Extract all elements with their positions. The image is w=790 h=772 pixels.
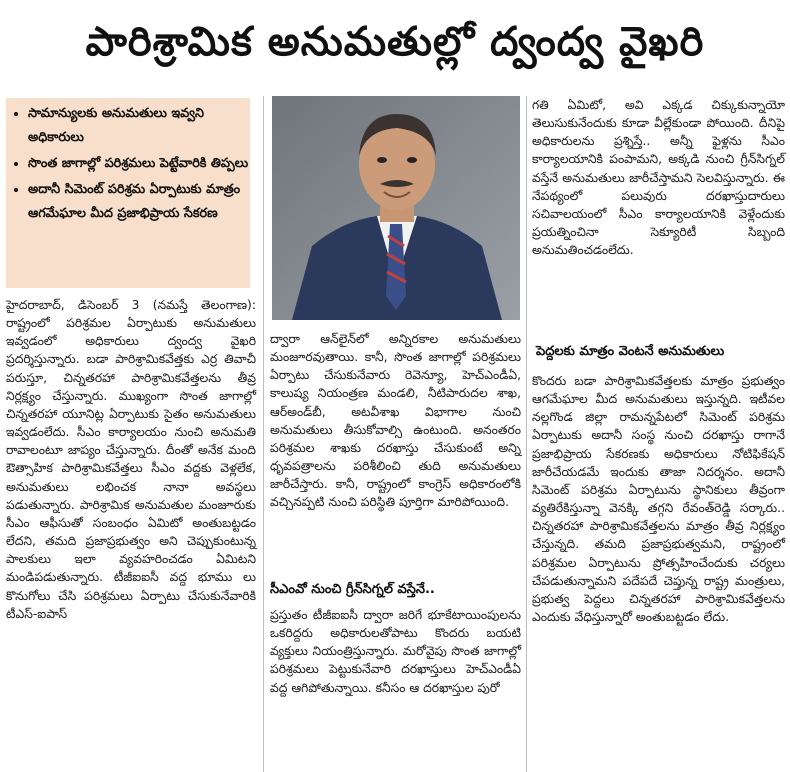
body-text: ద్వారా ఆన్‌లైన్‌లో అన్నిరకాల అనుమతులు మంజూరవుతాయి. కానీ, సొంత జాగాల్లో పరిశ్రమలు ఏర్పాటు చేసుకునేవారు రెవెన్యూ, హెచ్‌ఎండీఏ, కాలుష్య నియంత్రణ మండలి, నీటిపారుదల శాఖ, ఆర్‌అండ్‌బీ, అటవీశాఖ విభాగాల నుంచి అనుమతులు తీసుకోవాల్సి ఉంటుంది. అనంతరం పరిశ్రమల శాఖకు దరఖాస్తు చేసుకుంటే అన్ని ధృవపత్రాలను పరిశీలించి తుది అనుమతులు జారీచేస్తారు. కానీ, రాష్ట్రంలో కాంగ్రెస్ అధికారంలోకి వచ్చినప్పటి నుంచి పరిస్థితి పూర్తిగా మారిపోయింది.: [270, 332, 521, 510]
portrait-image: [272, 96, 520, 320]
body-text: కొందరు బడా పారిశ్రామికవేత్తలకు మాత్రం ప్రభుత్వం ఆగమేఘాల మీద అనుమతులు ఇస్తున్నది. ఇటీవల నల్లగొండ జిల్లా రామన్నపేటలో సిమెంట్ పరిశ్రమ ఏర్పాటుకు అదానీ సంస్థ నుంచి దరఖాస్తు రాగానే ప్రజాభిప్రాయ సేకరణకు అధికారులు నోటిఫికేషన్ జారీచేయడమే ఇందుకు తాజా నిదర్శనం. అదానీ సిమెంట్ పరిశ్రమ ఏర్పాటును స్థానికులు తీవ్రంగా వ్యతిరేకిస్తున్నా వెనక్కి తగ్గని రేవంత్‌రెడ్డి సర్కారు.. చిన్నతరహా పారిశ్రామికవేత్తలను మాత్రం తీవ్ర నిర్లక్ష్యం చేస్తున్నది. తమది ప్రజాప్రభుత్వమని, రాష్ట్రంలో పరిశ్రమల ఏర్పాటును ప్రోత్సహించేందుకు చర్యలు చేపడుతున్నామని పదేపదే చెప్తున్న రాష్ట్ర మంత్రులు, ప్రభుత్వ పెద్దలు చిన్నతరహా పారిశ్రామికవేత్తలను ఎందుకు వేధిస్తున్నారో అంతుబట్టడం లేదు.: [532, 374, 785, 625]
body-text: గతి ఏమిటో, అవి ఎక్కడ చిక్కుకున్నాయో తెలుసుకునేందుకు కూడా వీల్లేకుండా పోయింది. దీనిపై అధికారులను ప్రశ్నిస్తే.. అన్నీ ఫైళ్లను సీఎం కార్యాలయానికి పంపామని, అక్కడి నుంచి గ్రీన్‌సిగ్నల్ వస్తేనే అనుమతులు జారీచేస్తామని సెలవిస్తున్నారు. ఈ నేపథ్యంలో పలువురు దరఖాస్తుదారులు సచివాలయంలో సీఎం కార్యాలయానికి వెళ్లేందుకు ప్రయత్నించినా సెక్యూరిటీ సిబ్బంది అనుమతించడంలేదు.: [532, 98, 785, 258]
article-column-2: [270, 330, 521, 512]
column-divider: [526, 96, 527, 772]
body-text: హైదరాబాద్, డిసెంబర్ 3 (నమస్తే తెలంగాణ): రాష్ట్రంలో పరిశ్రమల ఏర్పాటుకు అనుమతులు ఇవ్వడంలో అధికారులు ద్వంద్వ వైఖరి ప్రదర్శిస్తున్నారు. బడా పారిశ్రామికవేత్తకు ఎర్ర తివాచీ పరుస్తూ, చిన్నతరహా పారిశ్రామికవేత్తలను తీవ్ర నిర్లక్ష్యం చేస్తున్నారు. ముఖ్యంగా సొంత జాగాల్లో చిన్నతరహా యూనిట్ల ఏర్పాటుకు సైతం అనుమతులు ఇవ్వడంలేదు. సీఎం కార్యాలయం నుంచి అనుమతి రావాలంటూ జాప్యం చేస్తున్నారు. దీంతో అనేక మంది ఔత్సాహిక పారిశ్రామికవేత్తలు సీఎం వద్దకు వెళ్లలేక, అనుమతులు లభించక నానా అవస్థలు పడుతున్నారు. పారిశ్రామిక అనుమతుల మంజూరుకు సీఎం ఆఫీసుతో సంబంధం ఏమిటో అంతుబట్టడం లేదని, తమది ప్రజాప్రభుత్వం అని చెప్పుకుంటున్న పాలకులు ఇలా వ్యవహరించడం ఏమిటని మండిపడుతున్నారు. టీజీఐఐసీ వద్ద భూము లు కొనుగోలు చేసి పరిశ్రమలు ఏర్పాటు చేసుకునేవారికి టీఎస్-ఐపాస్: [6, 298, 256, 621]
highlight-item: • సామాన్యులకు అనుమతులు ఇవ్వని అధికారులు: [28, 102, 250, 150]
portrait-photo: [272, 96, 520, 320]
highlight-item: • సొంత జాగాల్లో పరిశ్రమలు పెట్టేవారికి తిప్పలు: [28, 152, 250, 176]
article-column-3: [532, 96, 785, 259]
column-divider: [263, 96, 264, 772]
body-text: ప్రస్తుతం టీజీఐఐసీ ద్వారా జరిగే భూకేటాయింపులను ఒకరిద్దరు అధికారులతోపాటు కొందరు బయటి వ్యక్తులు నియంత్రిస్తున్నారు. మరోవైపు సొంత జాగాల్లో పరిశ్రమలు పెట్టుకునేవారి దరఖాస్తులు హెచ్‌ఎండీఏ వద్ద ఆగిపోతున్నాయి. కనీసం ఆ దరఖాస్తుల పురో: [270, 608, 521, 695]
subheading: పెద్దలకు మాత్రం వెంటనే అనుమతులు: [536, 344, 725, 359]
subheading: సీఎంవో నుంచి గ్రీన్‌సిగ్నల్ వస్తేనే..: [270, 582, 435, 597]
highlight-item: • అదానీ సిమెంట్ పరిశ్రమ ఏర్పాటుకు మాత్రం ఆగమేఘాల మీద ప్రజాభిప్రాయ సేకరణ: [28, 178, 250, 226]
article-column-1: [6, 296, 256, 623]
article-column-2-continued: [270, 606, 521, 697]
article-column-3-continued: [532, 372, 785, 626]
highlights-box: [6, 98, 250, 288]
headline: పారిశ్రామిక అనుమతుల్లో ద్వంద్వ వైఖరి: [85, 19, 705, 65]
